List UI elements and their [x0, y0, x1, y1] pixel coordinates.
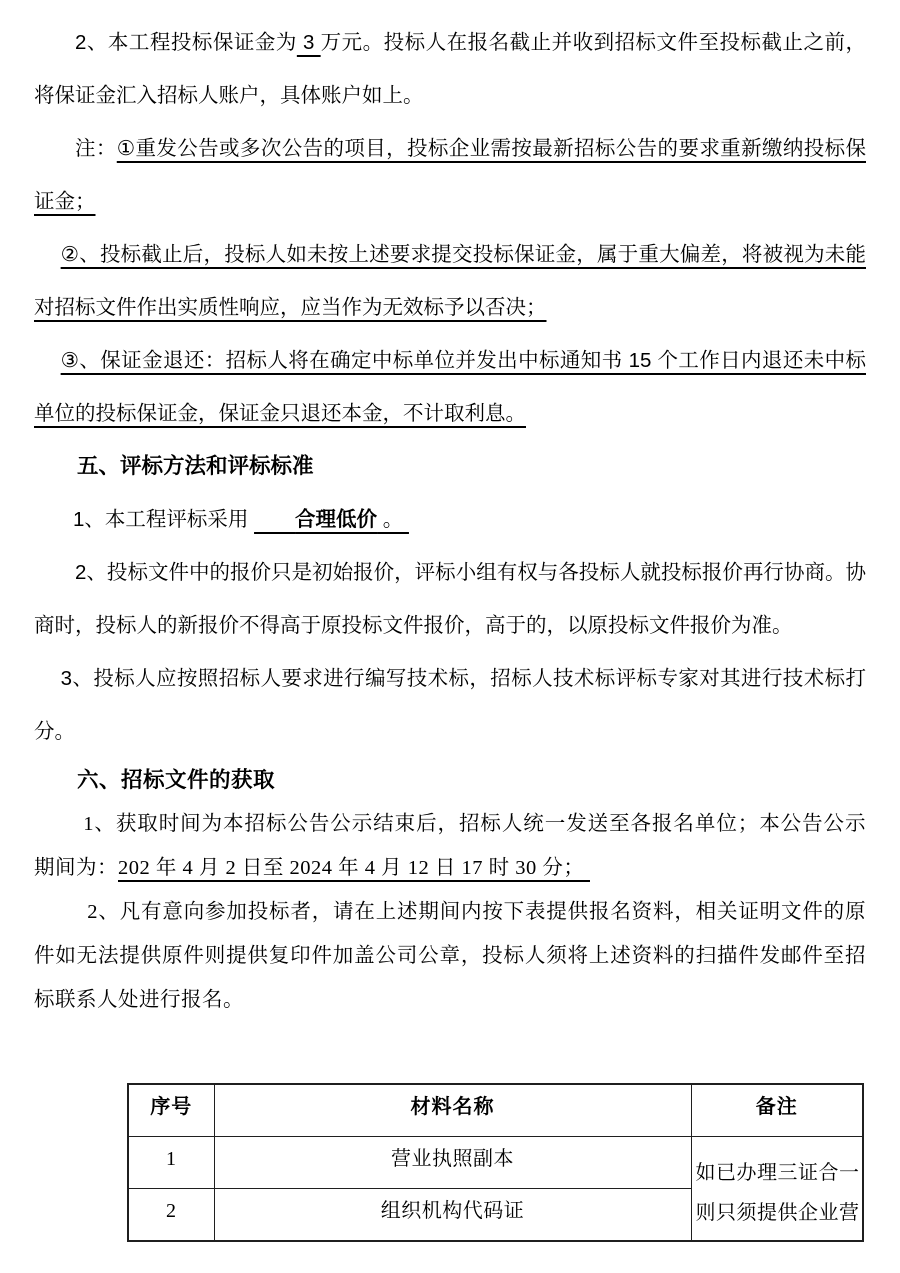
column-header-number: 序号 [128, 1084, 214, 1137]
method-underlined-run [254, 508, 409, 531]
section-5-heading: 五、评标方法和评标标准 [77, 454, 314, 478]
section-6-heading: 六、招标文件的获取 [77, 768, 276, 792]
obtain-period-underlined: 202 年 4 月 2 日至 2024 年 4 月 12 日 17 时 30 分； [118, 857, 590, 879]
paragraph-note-2 [34, 228, 866, 334]
column-header-material-name: 材料名称 [214, 1084, 691, 1137]
method-text-pre: 1、本工程评标采用 [72, 508, 255, 531]
note-label: 注： [75, 137, 117, 160]
materials-table [127, 1083, 864, 1242]
merged-remark-cell [691, 1137, 863, 1242]
table-row [128, 1137, 863, 1189]
deposit-amount-underlined: 3 [296, 31, 321, 54]
paragraph-technical-bid: 3、投标人应按照招标人要求进行编写技术标，招标人技术标评标专家对其进行技术标打分。 [34, 667, 866, 743]
paragraph-signup-instructions: 2、凡有意向参加投标者，请在上述期间内按下表提供报名资料，相关证明文件的原件如无法提供原件则提供复印件加盖公司公章，投标人须将上述资料的扫描件发邮件至招标联系人处进行报名。 [34, 901, 866, 1011]
paragraph-note-3 [34, 334, 866, 440]
paragraph-acquisition-time [34, 802, 866, 890]
paragraph-bid-deposit [34, 16, 866, 122]
deposit-text-post: 万元。投标人在报名截止并收到招标文件至投标截止之前，将保证金汇入招标人账户，具体账户如上。 [34, 31, 867, 107]
row-1-material-name: 营业执照副本 [214, 1137, 691, 1189]
paragraph-price-negotiation: 2、投标文件中的报价只是初始报价，评标小组有权与各投标人就投标报价再行协商。协商时，投标人的新报价不得高于原投标文件报价，高于的，以原投标文件报价为准。 [34, 561, 866, 637]
section-deposit-and-evaluation [34, 16, 866, 758]
row-2-number: 2 [128, 1189, 214, 1242]
paragraph-note-1 [34, 122, 866, 228]
method-blank-space [254, 508, 295, 531]
section-document-acquisition [34, 758, 866, 1242]
row-2-material-name: 组织机构代码证 [214, 1189, 691, 1242]
row-1-number: 1 [128, 1137, 214, 1189]
deposit-text-pre: 2、本工程投标保证金为 [75, 31, 297, 54]
note-1-underlined: ①重发公告或多次公告的项目，投标企业需按最新招标公告的要求重新缴纳投标保证金； [34, 137, 866, 213]
remark-line-2: 则只须提供企业营 [695, 1202, 860, 1224]
remark-line-1: 如已办理三证合一 [695, 1162, 860, 1184]
obtain-text-pre: 1、获取时间为本招标公告公示结束后，招标人统一发送至各报名单位；本公告公示期间为： [34, 813, 866, 879]
table-header-row [128, 1084, 863, 1137]
column-header-remark: 备注 [691, 1084, 863, 1137]
note-3-underlined: ③、保证金退还：招标人将在确定中标单位并发出中标通知书 15 个工作日内退还未中标单位的投标保证金，保证金只退还本金，不计取利息。 [34, 349, 866, 425]
note-2-underlined: ②、投标截止后，投标人如未按上述要求提交投标保证金，属于重大偏差，将被视为未能对招标文件作出实质性响应，应当作为无效标予以否决； [34, 243, 866, 319]
method-suffix: 。 [377, 508, 409, 531]
materials-table-container [127, 1083, 866, 1242]
method-value: 合理低价 [295, 508, 378, 531]
paragraph-evaluation-method [34, 493, 866, 546]
